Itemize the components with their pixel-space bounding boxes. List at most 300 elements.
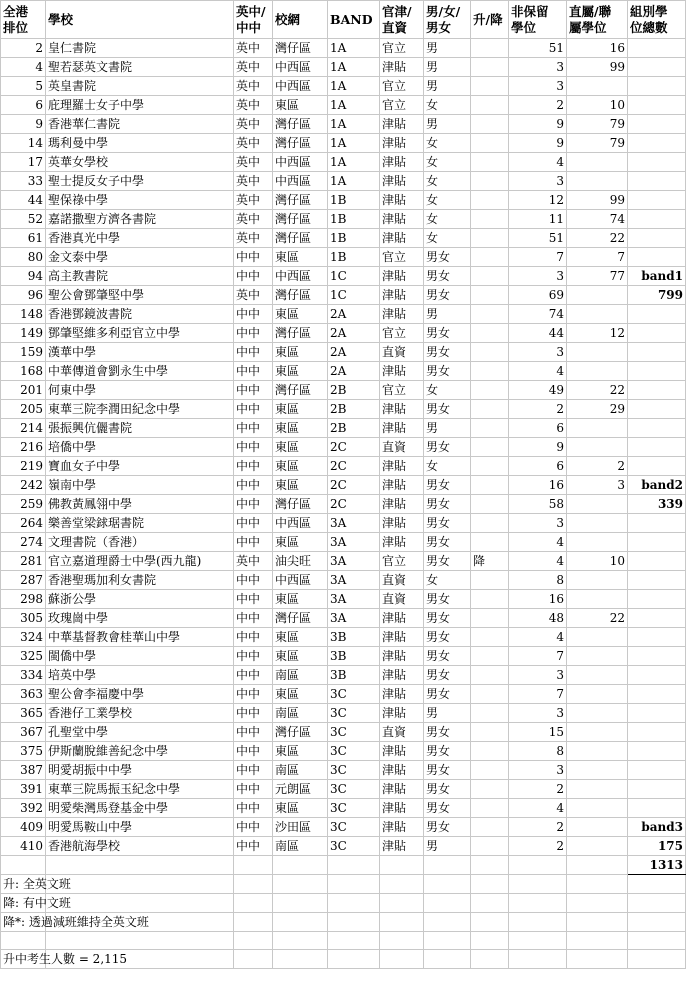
cell-gender: 男女: [424, 476, 471, 495]
cell-gender: 女: [424, 381, 471, 400]
cell-through-train: [567, 761, 628, 780]
header-school: 學校: [46, 1, 234, 39]
cell-type: 津貼: [380, 704, 424, 723]
cell-type: 津貼: [380, 153, 424, 172]
cell-non-reserved: 9: [509, 115, 567, 134]
cell-district: 中西區: [273, 58, 328, 77]
cell-school: 英皇書院: [46, 77, 234, 96]
cell-promote: [471, 305, 509, 324]
table-row: [1, 628, 686, 647]
cell-gender: 女: [424, 96, 471, 115]
cell-promote: [471, 799, 509, 818]
cell-medium: 中中: [234, 647, 273, 666]
cell-promote: [471, 514, 509, 533]
table-row: [1, 609, 686, 628]
cell-medium: 中中: [234, 381, 273, 400]
empty-cell: [328, 856, 380, 875]
cell-school: 英華女學校: [46, 153, 234, 172]
cell-school: 香港仔工業學校: [46, 704, 234, 723]
table-row: [1, 723, 686, 742]
cell-type: 津貼: [380, 514, 424, 533]
cell-through-train: 3: [567, 476, 628, 495]
empty-cell: [380, 950, 424, 969]
cell-promote: 降: [471, 552, 509, 571]
cell-rank: 44: [1, 191, 46, 210]
cell-promote: [471, 210, 509, 229]
cell-promote: [471, 153, 509, 172]
cell-type: 津貼: [380, 647, 424, 666]
cell-gender: 男女: [424, 609, 471, 628]
table-row: [1, 153, 686, 172]
empty-cell: [273, 932, 328, 950]
empty-cell: [46, 856, 234, 875]
table-row: [1, 191, 686, 210]
cell-through-train: [567, 647, 628, 666]
cell-gender: 男: [424, 305, 471, 324]
cell-gender: 男女: [424, 818, 471, 837]
cell-school: 何東中學: [46, 381, 234, 400]
cell-type: 官立: [380, 248, 424, 267]
cell-non-reserved: 3: [509, 514, 567, 533]
cell-rank: 80: [1, 248, 46, 267]
cell-through-train: 7: [567, 248, 628, 267]
cell-rank: 274: [1, 533, 46, 552]
cell-district: 灣仔區: [273, 286, 328, 305]
cell-note: [628, 153, 686, 172]
header-row: [1, 1, 686, 39]
empty-cell: [234, 932, 273, 950]
cell-district: 灣仔區: [273, 609, 328, 628]
cell-non-reserved: 3: [509, 343, 567, 362]
cell-rank: 365: [1, 704, 46, 723]
cell-non-reserved: 69: [509, 286, 567, 305]
cell-promote: [471, 96, 509, 115]
cell-gender: 男女: [424, 761, 471, 780]
cell-type: 官立: [380, 39, 424, 58]
cell-medium: 英中: [234, 210, 273, 229]
cell-band: 1C: [328, 267, 380, 286]
cell-band: 3C: [328, 799, 380, 818]
cell-district: 灣仔區: [273, 134, 328, 153]
cell-non-reserved: 3: [509, 666, 567, 685]
cell-note: [628, 552, 686, 571]
cell-note: [628, 324, 686, 343]
cell-note: [628, 210, 686, 229]
header-group-total: 組別學 位總數: [628, 1, 686, 39]
cell-school: 張振興伉儷書院: [46, 419, 234, 438]
cell-non-reserved: 51: [509, 229, 567, 248]
cell-promote: [471, 248, 509, 267]
cell-note: [628, 704, 686, 723]
cell-medium: 英中: [234, 39, 273, 58]
cell-through-train: [567, 723, 628, 742]
empty-cell: [1, 856, 46, 875]
empty-cell: [628, 932, 686, 950]
cell-rank: 96: [1, 286, 46, 305]
empty-cell: [567, 950, 628, 969]
cell-gender: 男女: [424, 438, 471, 457]
empty-cell: [328, 932, 380, 950]
cell-medium: 中中: [234, 514, 273, 533]
cell-medium: 中中: [234, 419, 273, 438]
cell-district: 東區: [273, 533, 328, 552]
header-band: BAND: [328, 1, 380, 39]
cell-non-reserved: 4: [509, 153, 567, 172]
empty-cell: [234, 913, 273, 932]
table-row: [1, 799, 686, 818]
table-row: [1, 96, 686, 115]
cell-band: 3A: [328, 590, 380, 609]
table-row: [1, 704, 686, 723]
cell-rank: 205: [1, 400, 46, 419]
cell-district: 灣仔區: [273, 191, 328, 210]
cell-band: 1A: [328, 153, 380, 172]
cell-medium: 中中: [234, 495, 273, 514]
cell-gender: 男女: [424, 533, 471, 552]
cell-type: 官立: [380, 324, 424, 343]
cell-medium: 中中: [234, 362, 273, 381]
cell-through-train: [567, 495, 628, 514]
table-row: [1, 476, 686, 495]
cell-gender: 男女: [424, 343, 471, 362]
cell-district: 東區: [273, 362, 328, 381]
cell-rank: 9: [1, 115, 46, 134]
cell-through-train: 22: [567, 609, 628, 628]
empty-cell: [628, 894, 686, 913]
cell-gender: 女: [424, 153, 471, 172]
cell-school: 寶血女子中學: [46, 457, 234, 476]
cell-rank: 5: [1, 77, 46, 96]
cell-note: [628, 362, 686, 381]
empty-cell: [471, 856, 509, 875]
cell-promote: [471, 495, 509, 514]
cell-district: 東區: [273, 742, 328, 761]
cell-non-reserved: 8: [509, 742, 567, 761]
table-row: [1, 267, 686, 286]
cell-rank: 305: [1, 609, 46, 628]
table-row: [1, 77, 686, 96]
cell-school: 庇理羅士女子中學: [46, 96, 234, 115]
cell-promote: [471, 39, 509, 58]
table-row: [1, 571, 686, 590]
cell-through-train: 79: [567, 134, 628, 153]
cell-promote: [471, 628, 509, 647]
cell-district: 中西區: [273, 172, 328, 191]
cell-promote: [471, 267, 509, 286]
cell-note: [628, 39, 686, 58]
cell-rank: 363: [1, 685, 46, 704]
cell-note: [628, 533, 686, 552]
empty-cell: [273, 913, 328, 932]
cell-non-reserved: 48: [509, 609, 567, 628]
cell-gender: 女: [424, 229, 471, 248]
cell-through-train: [567, 305, 628, 324]
cell-non-reserved: 4: [509, 362, 567, 381]
cell-note: [628, 609, 686, 628]
cell-school: 嶺南中學: [46, 476, 234, 495]
cell-band: 3A: [328, 514, 380, 533]
cell-non-reserved: 49: [509, 381, 567, 400]
footnote-row: [1, 875, 686, 894]
cell-promote: [471, 742, 509, 761]
empty-cell: [46, 932, 234, 950]
cell-medium: 中中: [234, 590, 273, 609]
cell-non-reserved: 11: [509, 210, 567, 229]
cell-district: 灣仔區: [273, 324, 328, 343]
cell-gender: 男女: [424, 514, 471, 533]
empty-cell: [424, 856, 471, 875]
cell-band: 3C: [328, 723, 380, 742]
cell-promote: [471, 400, 509, 419]
table-row: [1, 438, 686, 457]
empty-cell: [380, 894, 424, 913]
cell-band: 1B: [328, 210, 380, 229]
cell-band: 3A: [328, 533, 380, 552]
header-non-reserved: 非保留 學位: [509, 1, 567, 39]
empty-cell: [509, 950, 567, 969]
empty-cell: [424, 932, 471, 950]
cell-medium: 中中: [234, 476, 273, 495]
cell-rank: 259: [1, 495, 46, 514]
cell-rank: 242: [1, 476, 46, 495]
cell-district: 東區: [273, 647, 328, 666]
cell-school: 聖保祿中學: [46, 191, 234, 210]
cell-non-reserved: 3: [509, 172, 567, 191]
cell-through-train: [567, 818, 628, 837]
cell-promote: [471, 286, 509, 305]
cell-gender: 男: [424, 58, 471, 77]
cell-type: 津貼: [380, 628, 424, 647]
empty-cell: [509, 913, 567, 932]
empty-cell: [273, 875, 328, 894]
cell-non-reserved: 3: [509, 761, 567, 780]
cell-through-train: 12: [567, 324, 628, 343]
cell-promote: [471, 58, 509, 77]
cell-through-train: [567, 438, 628, 457]
footnote: 降: 有中文班: [1, 894, 46, 913]
cell-promote: [471, 381, 509, 400]
cell-medium: 中中: [234, 704, 273, 723]
cell-band: 1A: [328, 58, 380, 77]
empty-cell: [380, 875, 424, 894]
table-row: [1, 818, 686, 837]
cell-type: 津貼: [380, 476, 424, 495]
empty-cell: [273, 950, 328, 969]
cell-band: 1C: [328, 286, 380, 305]
table-row: [1, 666, 686, 685]
footnote: 升: 全英文班: [1, 875, 46, 894]
empty-cell: [380, 856, 424, 875]
cell-promote: [471, 723, 509, 742]
cell-medium: 中中: [234, 837, 273, 856]
cell-note: [628, 58, 686, 77]
cell-gender: 男女: [424, 552, 471, 571]
cell-type: 官立: [380, 96, 424, 115]
spacer-row: [1, 932, 686, 950]
cell-medium: 英中: [234, 134, 273, 153]
header-through-train: 直屬/聯 屬學位: [567, 1, 628, 39]
cell-medium: 英中: [234, 96, 273, 115]
cell-type: 津貼: [380, 58, 424, 77]
cell-non-reserved: 6: [509, 457, 567, 476]
empty-cell: [328, 875, 380, 894]
cell-district: 東區: [273, 628, 328, 647]
cell-type: 津貼: [380, 457, 424, 476]
cell-medium: 英中: [234, 115, 273, 134]
cell-promote: [471, 362, 509, 381]
cell-non-reserved: 3: [509, 58, 567, 77]
cell-type: 官立: [380, 552, 424, 571]
cell-type: 津貼: [380, 609, 424, 628]
cell-district: 南區: [273, 704, 328, 723]
cell-band: 1A: [328, 96, 380, 115]
cell-gender: 男: [424, 419, 471, 438]
table-row: [1, 305, 686, 324]
cell-through-train: [567, 153, 628, 172]
cell-rank: 52: [1, 210, 46, 229]
table-row: [1, 457, 686, 476]
cell-through-train: [567, 419, 628, 438]
cell-note: [628, 229, 686, 248]
cell-gender: 男女: [424, 742, 471, 761]
table-row: [1, 210, 686, 229]
cell-through-train: 10: [567, 96, 628, 115]
cell-through-train: 22: [567, 381, 628, 400]
cell-school: 東華三院馬振玉紀念中學: [46, 780, 234, 799]
header-promote: 升/降: [471, 1, 509, 39]
cell-non-reserved: 9: [509, 438, 567, 457]
cell-non-reserved: 7: [509, 685, 567, 704]
cell-note: [628, 457, 686, 476]
cell-district: 沙田區: [273, 818, 328, 837]
cell-type: 津貼: [380, 115, 424, 134]
empty-cell: [567, 856, 628, 875]
cell-note: [628, 134, 686, 153]
cell-note: [628, 77, 686, 96]
cell-band: 1A: [328, 134, 380, 153]
cell-note: band3: [628, 818, 686, 837]
cell-gender: 男: [424, 837, 471, 856]
cell-band: 3C: [328, 780, 380, 799]
cell-gender: 男女: [424, 248, 471, 267]
cell-rank: 392: [1, 799, 46, 818]
cell-note: 799: [628, 286, 686, 305]
cell-note: [628, 514, 686, 533]
cell-gender: 男女: [424, 628, 471, 647]
cell-district: 灣仔區: [273, 229, 328, 248]
cell-gender: 男女: [424, 362, 471, 381]
cell-note: band2: [628, 476, 686, 495]
empty-cell: [380, 932, 424, 950]
table-row: [1, 324, 686, 343]
cell-band: 3C: [328, 761, 380, 780]
cell-gender: 男女: [424, 590, 471, 609]
cell-non-reserved: 3: [509, 267, 567, 286]
cell-district: 東區: [273, 96, 328, 115]
cell-gender: 男女: [424, 324, 471, 343]
footnote: 降*: 透過減班維持全英文班: [1, 913, 46, 932]
cell-through-train: [567, 704, 628, 723]
cell-promote: [471, 590, 509, 609]
cell-gender: 男: [424, 77, 471, 96]
cell-district: 灣仔區: [273, 210, 328, 229]
cell-medium: 英中: [234, 77, 273, 96]
cell-type: 津貼: [380, 533, 424, 552]
cell-gender: 男女: [424, 400, 471, 419]
cell-band: 2A: [328, 324, 380, 343]
cell-promote: [471, 134, 509, 153]
cell-non-reserved: 15: [509, 723, 567, 742]
cell-band: 2A: [328, 343, 380, 362]
cell-medium: 中中: [234, 742, 273, 761]
cell-rank: 159: [1, 343, 46, 362]
empty-cell: [509, 932, 567, 950]
empty-cell: [471, 950, 509, 969]
table-row: [1, 115, 686, 134]
cell-medium: 中中: [234, 780, 273, 799]
cell-district: 東區: [273, 476, 328, 495]
cell-school: 漢華中學: [46, 343, 234, 362]
cell-gender: 女: [424, 210, 471, 229]
cell-note: [628, 780, 686, 799]
cell-rank: 168: [1, 362, 46, 381]
cell-through-train: [567, 571, 628, 590]
cell-note: [628, 191, 686, 210]
table-row: [1, 400, 686, 419]
cell-medium: 中中: [234, 799, 273, 818]
cell-non-reserved: 6: [509, 419, 567, 438]
empty-cell: [567, 932, 628, 950]
cell-through-train: 22: [567, 229, 628, 248]
cell-gender: 女: [424, 457, 471, 476]
cell-rank: 4: [1, 58, 46, 77]
cell-band: 2C: [328, 438, 380, 457]
cell-medium: 英中: [234, 172, 273, 191]
table-row: [1, 590, 686, 609]
cell-note: [628, 571, 686, 590]
cell-school: 明愛胡振中中學: [46, 761, 234, 780]
empty-cell: [471, 875, 509, 894]
cell-district: 南區: [273, 837, 328, 856]
cell-band: 1A: [328, 115, 380, 134]
cell-school: 瑪利曼中學: [46, 134, 234, 153]
empty-cell: [424, 875, 471, 894]
cell-medium: 中中: [234, 305, 273, 324]
cell-type: 直資: [380, 343, 424, 362]
cell-district: 東區: [273, 343, 328, 362]
cell-district: 東區: [273, 590, 328, 609]
cell-medium: 中中: [234, 533, 273, 552]
cell-type: 津貼: [380, 761, 424, 780]
cell-gender: 男: [424, 39, 471, 58]
cell-rank: 375: [1, 742, 46, 761]
cell-district: 灣仔區: [273, 115, 328, 134]
cell-band: 1B: [328, 191, 380, 210]
table-row: [1, 495, 686, 514]
cell-through-train: 79: [567, 115, 628, 134]
cell-band: 1A: [328, 39, 380, 58]
cell-gender: 男女: [424, 685, 471, 704]
cell-non-reserved: 16: [509, 476, 567, 495]
cell-gender: 男女: [424, 723, 471, 742]
cell-type: 直資: [380, 571, 424, 590]
cell-district: 油尖旺: [273, 552, 328, 571]
cell-school: 香港聖瑪加利女書院: [46, 571, 234, 590]
cell-school: 中華基督教會桂華山中學: [46, 628, 234, 647]
cell-medium: 英中: [234, 191, 273, 210]
cell-band: 1A: [328, 172, 380, 191]
cell-medium: 中中: [234, 723, 273, 742]
